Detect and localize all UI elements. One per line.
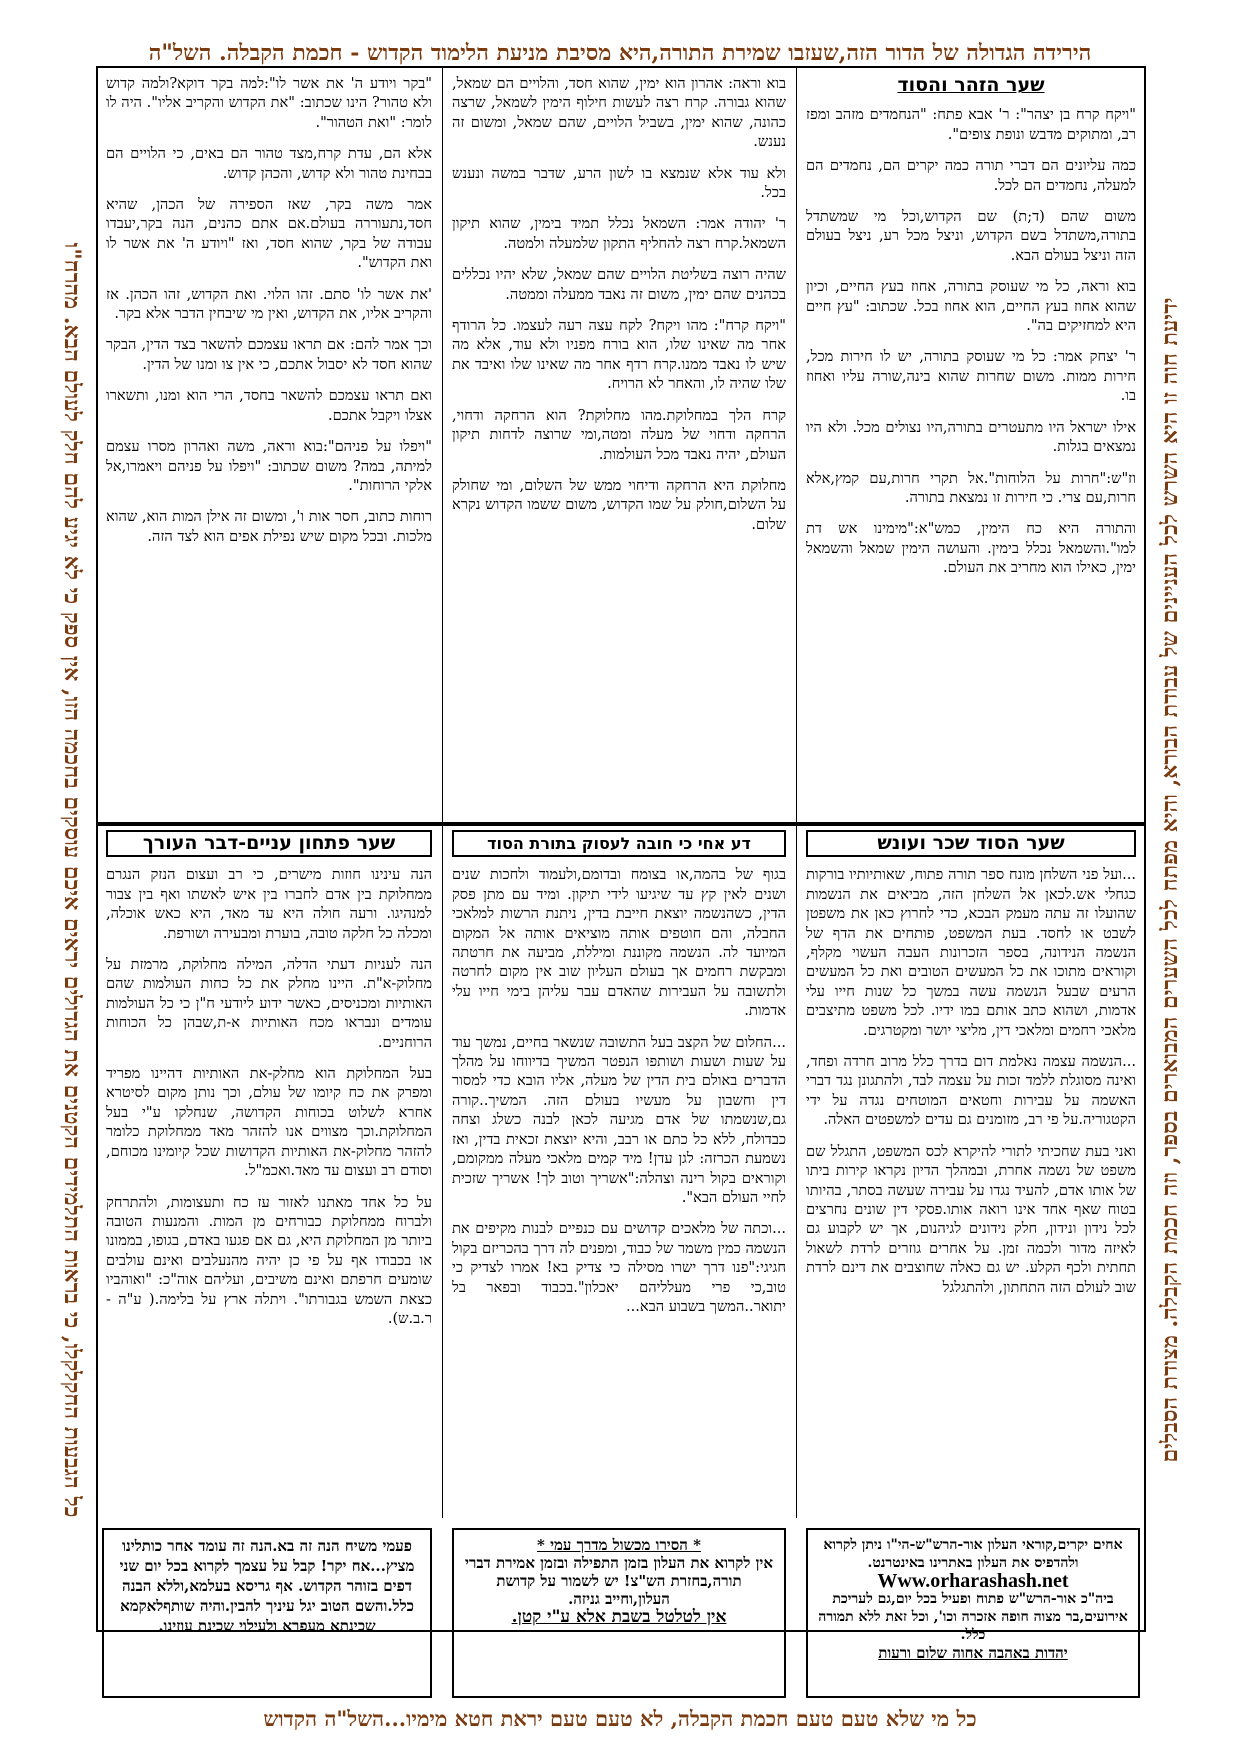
article-reward-punishment-column [806,830,1136,1516]
notice-text: אין לקרוא את העלון בזמן התפילה ובזמן אמירת דברי תורה,בחזרת הש"צ! יש לשמור על קדושת העלון,וחייב גניזה. [465,1554,773,1608]
paragraph: "ויפלו על פניהם":בוא וראה, משה ואהרון מסרו עצמם למיתה, במה? משום שכתוב: "ויפלו על פניהם ויאמרו,אל אלקי הרוחות". [106,438,432,494]
paragraph: קרח הלך במחלוקת.מהו מחלוקת? הוא הרחקה ודחוי, הרחקה ודחוי של מעלה ומטה,ומי שרוצה לדחות תיקון העולם, יהיה נאבד מכל העולמות. [452,406,786,463]
left-margin-banner [52,60,92,1700]
top-banner: הירידה הגדולה של הדור הזה,שעזבו שמירת התורה,היא מסיבת מניעת הלימוד הקדוש - חכמת הקבלה. השל"ה [148,40,1092,66]
slogan-text: יהדות באהבה אחוה שלום ורעות [878,1644,1068,1662]
paragraph: הנה עינינו חוזות מישרים, כי רב ועצום הנזק הנגרם ממחלוקת בין אדם לחברו בין איש לאשתו ואף בין צבור למנהיגו. ורעה חולה היא עד מאד, היא כאש אוכלה, ומכלה כל חלקה טובה, בוערת ומבעירה ושורפת. [106,866,432,942]
column-divider [796,68,797,824]
appeal-text: פעמי משיח הנה זה בא.הנה זה עומד אחר כותלינו מציץ...אח יקר! קבל על עצמך לקרוא בכל יום שני דפים בזוהר הקדוש. אף גריסא בעלמא,וללא הבנה כלל.והשם הטוב יגל עיניך להבין.והיה שותףלאקמא שכינתא מעפרא ולעילוי שכינת עוזינו. [119,1537,415,1635]
paragraph: וכך אמר להם: אם תראו עצמכם להשאר בצד הדין, הבקר שהוא חסד לא יסבול אתכם, כי אין צו ומנו של הדין. [106,336,432,373]
column-divider [442,826,443,1518]
paragraph: ולא עוד אלא שנמצא בו לשון הרע, שדבר במשה ונענש בכל. [452,164,786,202]
right-margin-banner [1150,60,1190,1700]
left-margin-text: כל הגבעות החקלקלו, כי בראות התלמידים הקטנים את הגדולים יראים איכם עוסקים בחכמה הזו, אין ספק כי לא יגיע להם חלק לעולם הבא. מהרח"ו [59,242,85,1518]
notice-shabbat-text: אין לטלטל בשבת אלא ע"י קטן. [511,1607,727,1627]
paragraph: בוא וראה: אהרון הוא ימין, שהוא חסד, והלויים הם שמאל, שהוא גבורה. קרח רצה לעשות חילוף הימין לשמאל, שרצה כהונה, שהוא ימין, בשביל הלויים, שהם שמאל, ומשום זה נענש. [452,75,786,151]
article-torat-hasod-column [452,830,786,1516]
paragraph: ...הנשמה עצמה נאלמת דום בדרך כלל מרוב חרדה ופחד, ואינה מסוגלת ללמד זכות על עצמה לבד, ולהתגונן נגד דברי האשמה על עבירות וחטאים המוטחים נגדה על ידי הקטגוריה.על פי רב, מזומנים גם עדים למשפטים האלה. [806,1053,1136,1129]
column-divider [442,68,443,824]
website-info-box [806,1528,1140,1698]
column-divider [796,826,797,1518]
paragraph: 'את אשר לו' סתם. זהו הלוי. ואת הקדוש, זהו הכהן. אז והקריב אליו, את הקדוש, ואין מי שיבחין הדבר אלא בקר. [106,285,432,323]
paragraph: וז"ש:"חרות על הלוחות".אל תקרי חרות,עם קמץ,אלא חרות,עם צרי. כי חירות זו נמצאת בתורה. [806,469,1136,506]
paragraph: "בקר ויודע ה' את אשר לו":למה בקר דוקא?ולמה קדוש ולא טהור? הינו שכתוב: "את הקדוש והקריב אליו". היה לו לומר: "ואת הטהור". [106,75,432,131]
paragraph: ...וכתה של מלאכים קדושים עם כנפיים לבנות מקיפים את הנשמה כמין משמר של כבוד, ומפנים לה דרך בהכריזם בקול חגיגי:"פנו דרך ישרו מסילה כי צדיק בא! אמרו לצדיק כי טוב,כי פרי מעלליהם יאכלון".בכבוד ובפאר בל יתואר..המשך בשבוע הבא... [452,1220,786,1315]
website-intro-text: אחים יקרים,קוראי העלון אור-הרש"ש-הי"ו ניתן לקרוא ולהדפיס את העלון באתרינו באינטרנט. [823,1537,1123,1571]
paragraph: על כל אחד מאתנו לאזור עז כח ותעצומות, ולהתרחק ולברוח ממחלוקת כבורחים מן המות. והמנעות הטובה ביותר מן המחלוקת היא, גם אם פגעו באדם, בגופו, בממונו או בכבודו אף על פי כן יהיה מהנעלבים ואינם עולבים שומעים חרפתם ואינם משיבים, ועליהם אוה"כ: "ואוהביו כצאת השמש בגבורתו". ויתלה ארץ על בלימה.( ע"ה - ר.ב.ש). [106,1193,432,1327]
paragraph: מחלוקת היא הרחקה ודיחוי ממש של השלום, ומי שחולק על השלום,חולק על שמו הקדוש, משום ששמו הקדוש נקרא שלום. [452,476,786,533]
article-zohar-column [806,74,1136,819]
article-korach-column [452,74,786,819]
synagogue-info-text: ביה"כ אור-הרש"ש פתוח ופעיל בכל יום,גם לעריכת אירועים,בר מצוה חופה אזכרה וכו', וכל זאת ללא תמורה כלל. [818,1591,1128,1643]
paragraph: והתורה היא כח הימין, כמש"א:"מימינו אש דת למו".והשמאל נכלל בימין. והעושה הימין שמאל והשמאל ימין, כאילו הוא מחריב את העולם. [806,520,1136,577]
article-boker-column [106,74,432,819]
column-heading: שער הזהר והסוד [897,74,1045,96]
paragraph: ...החלום של הקצב בעל התשובה שנשאר בחיים, נמשך עוד על שעות ושעות ושותפו הנפטר המשיך בדיווחו על מהלך הדברים באולם בית הדין של מעלה, אליו הובא כדי למסור דין וחשבון על מעשיו בעולם הזה. המשיך..קורה גם,שנשמתו של אדם מגיעה לכאן לבנה כשלג וצחה כבדולח, ללא כל כתם או רבב, והיא יוצאת זכאית בדין, ואז נשמעת הכרזה: לגן עדן! מיד קמים מלאכי מעלה ממקומם, וקוראים בקול רינה וצהלה:"אשריך וטוב לך! אשריך שזכית לחיי העולם הבא". [452,1033,786,1206]
paragraph: שהיה רוצה בשליטת הלויים שהם שמאל, שלא יהיו נכללים בכהנים שהם ימין, משום זה נאבד ממעלה וממטה. [452,266,786,303]
notice-title: * הסירו מכשול מדרך עמי * [537,1536,701,1554]
paragraph: ר' יצחק אמר: כל מי שעוסק בתורה, יש לו חירות מכל, חירות ממות. משום שחרות שהוא בינה,שורה עליו ואחוז בו. [806,348,1136,405]
column-heading: שער פתחון עניים-דבר העורך [106,830,432,857]
paragraph: "ויקח קרח בן יצהר": ר' אבא פתח: "הנחמדים מזהב ומפז רב, ומתוקים מדבש ונופת צופים". [806,106,1136,143]
paragraph: אמר משה בקר, שאז הספירה של הכהן, שהיא חסד,נתעוררה בעולם.אם אתם כהנים, הנה בקר,יעבדו עבודה של בקר, שהוא חסד, ואז "ויודע ה' את אשר לו ואת הקדוש". [106,196,432,272]
website-link[interactable]: Www.orharashash.net [877,1570,1069,1592]
paragraph: כמה עליונים הם דברי תורה כמה יקרים הם, נחמדים הם למעלה, נחמדים הם לכל. [806,157,1136,194]
column-heading: שער הסוד שכר ועונש [806,830,1136,857]
moshiach-appeal-box [102,1528,432,1698]
sanctity-notice-box [452,1528,786,1698]
paragraph: אלא הם, עדת קרח,מצד טהור הם באים, כי הלויים הם בבחינת טהור ולא קדוש, והכהן קדוש. [106,145,432,182]
paragraph: בוא וראה, כל מי שעוסק בתורה, אחוז בעץ החיים, וכיון שהוא אחוז בעץ החיים, הוא אחוז בכל. שכתוב: "עץ חיים היא למחזיקים בה". [806,278,1136,335]
bottom-banner: כל מי שלא טעם טעם חכמת הקבלה, לא טעם טעם יראת חטא מימיו...השל"ה הקדוש [263,1706,977,1731]
paragraph: אילו ישראל היו מתעטרים בתורה,היו נצולים מכל. ולא היו נמצאים בגלות. [806,418,1136,456]
paragraph: משום שהם (ד;ת) שם הקדוש,וכל מי שמשתדל בתורה,משתדל בשם הקדוש, וניצל מכל רע, ניצל בעולם הזה וניצל בעולם הבא. [806,208,1136,264]
paragraph: ...ועל פני השלחן מונח ספר תורה פתוח, שאותיותיו בורקות כגחלי אש.לכאן אל השלחן הזה, מביאים את הנשמות שהועלו זה עתה מעמק הבכא, כדי לחרוץ כאן את משפטן לשבט או לחסד. בעת המשפט, פותחים את הדף של הנשמה הנידונה, בספר הזכרונות העבה העשוי מקלף, וקוראים מתוכו את כל המעשים הטובים ואת כל המעשים הרעים שבעל הנשמה עשה במשך כל שנות חייו עלי אדמות, ושהוא כתב אותם במו ידיו. לכל משפט מתיצבים מלאכי רחמים ומלאכי דין, מליצי יושר ומקטרגים. [806,866,1136,1039]
paragraph: ואם תראו עצמכם להשאר בחסד, הרי הוא ומנו, ותשארו אצלו ויקבל אתכם. [106,387,432,424]
column-heading: דע אחי כי חובה לעסוק בתורת הסוד [452,830,786,857]
paragraph: ר' יהודה אמר: השמאל נכלל תמיד בימין, שהוא תיקון השמאל.קרח רצה להחליף התקון שלמעלה ולמטה. [452,215,786,252]
paragraph: בעל המחלוקת הוא מחלק-את האותיות דהיינו מפריד ומפרק את כח קיומו של עולם, וכך נותן מקום לסיטרא אחרא לשלוט בכוחות הקדושה, שנחלקו ע"י בעל המחלוקת.וכך מצווים אנו להזהר מאד ממחלוקת כלומר להזהר מחלוק-את האותיות הקדושות שכל קיומינו מכוחם, וסודם רב ועצום עד מאד.ואכמ"ל. [106,1065,432,1180]
paragraph: הנה לעניות דעתי הדלה, המילה מחלוקת, מרמזת על מחלוק-א"ת. היינו מחלק את כל כחות העולמות שהם האותיות ומכניסים, כאשר ידוע ליודעי ח"ן כי כל העולמות עומדים ונבראו מכח האותיות א-ת,שבהן כל הכוחות הרוחניים. [106,956,432,1051]
right-margin-text: ידיעת חוה זו היא השרש לכל העניינים של עבודת הבורא, והיא מפתח לכל השערים המבוארים בספר, וזה חכמת הקבלה. מצודת הסבלים [1157,297,1183,1463]
article-editor-column [106,830,432,1516]
paragraph: ואני בעת שחכיתי לתורי להיקרא לכס המשפט, התגלל שם משפט של נשמה אחרת, ובמהלך הדיון נקראו קירות ביתו של אותו אדם, להעיד נגדו על עבירה שעשה בסתר, בהיותו בטוח שאף אחד אינו רואה אותו.פסקי דין שונים נחרצים לכל נידון ונידון, חלק נידונים לגיהנום, אך יש לקבוע גם לאיזה מדור ולכמה זמן. על אחרים גוזרים לרדת לשאול תחתית ולכף הקלע. יש גם כאלה שחוצבים את דינם לרדת שוב לעולם הזה התחתון, ולהתגלגל [806,1142,1136,1296]
paragraph: רוחות כתוב, חסר אות ו', ומשום זה אילן המות הוא, שהוא מלכות. ובכל מקום שיש נפילת אפים הוא לצד הזה. [106,508,432,545]
paragraph: בגוף של בהמה,או בצומח ובדומם,ולעמוד ולחכות שנים ושנים לאין קץ עד שיגיעו לידי תיקון. ומיד עם מתן פסק הדין, כשהנשמה יוצאת חייבת בדין, ניתנת הרשות למלאכי החבלה, והם חוטפים אותה מוציאים אותה אל המקום המיועד לה. הנשמה מקוננת ומיללת, מביעה את חרטתה ומבקשת רחמים אך בעולם העליון שוב אין מקום לחרטה ולתשובה על העבירות שהאדם עבר עליהן בימי חייו עלי אדמות. [452,866,786,1020]
paragraph: "ויקח קרח": מהו ויקח? לקח עצה רעה לעצמו. כל הרודף אחר מה שאינו שלו, הוא בורח מפניו ולא עוד, אלא מה שיש לו נאבד ממנו.קרח רדף אחר מה שאינו שלו ואיבד את שלו שהיה לו, והאחר לא הרויח. [452,317,786,393]
